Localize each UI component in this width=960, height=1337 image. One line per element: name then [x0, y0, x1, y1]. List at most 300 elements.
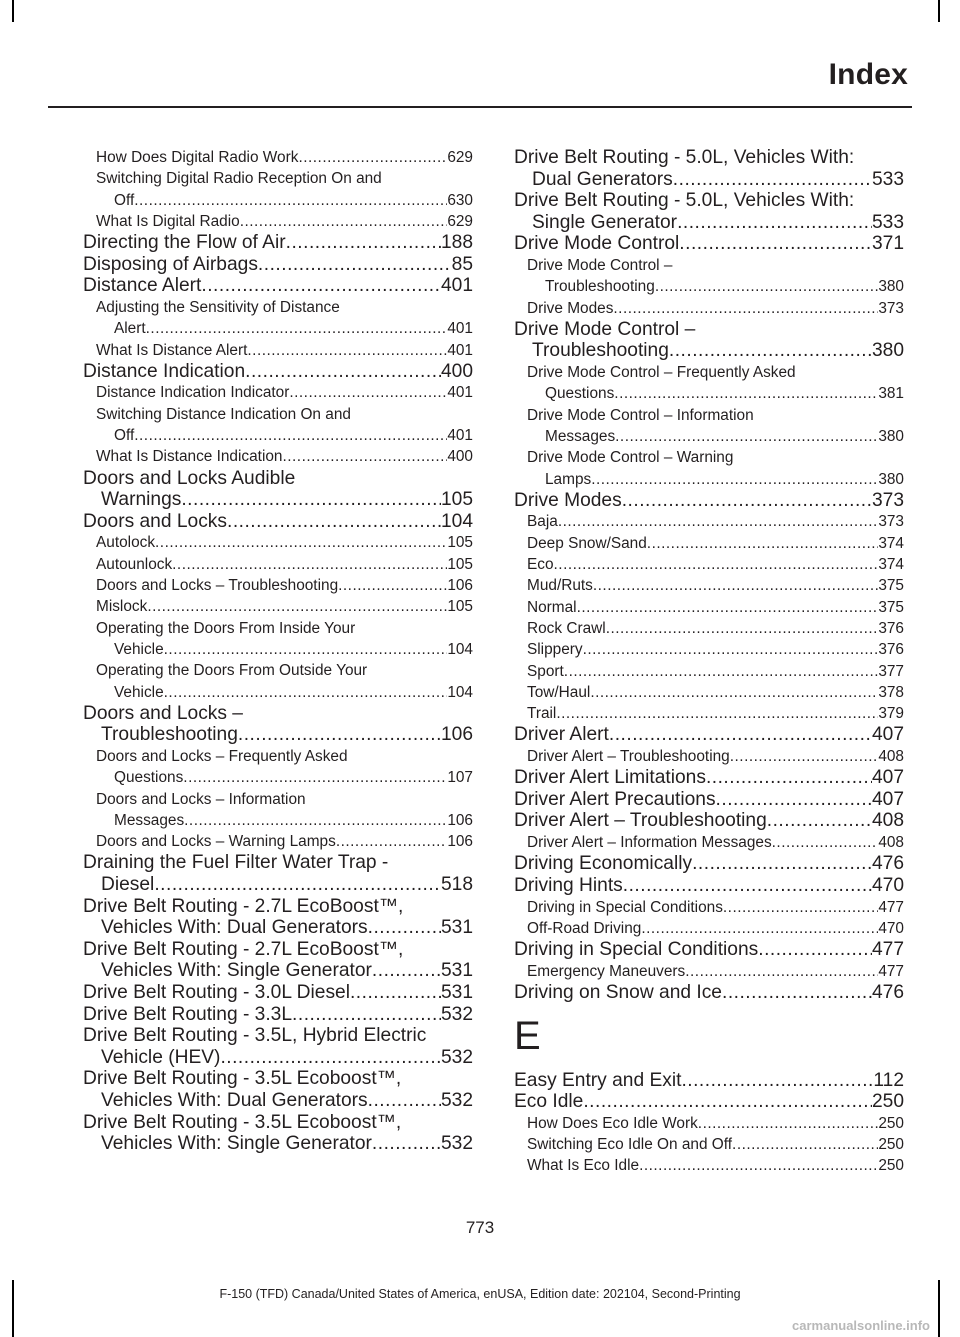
- entry-text: Driving Hints: [514, 874, 623, 896]
- dot-leader: [758, 939, 872, 961]
- entry-text: Operating the Doors From Inside Your: [96, 619, 356, 637]
- dot-leader: [201, 275, 441, 297]
- entry-text: Disposing of Airbags: [83, 253, 258, 275]
- dot-leader: [554, 554, 879, 575]
- index-subentry[interactable]: [514, 447, 904, 490]
- entry-text: Drive Belt Routing - 3.5L Ecoboost™,: [83, 1111, 402, 1133]
- entry-text: Mislock: [96, 598, 148, 616]
- index-section-letter: E: [514, 1013, 541, 1058]
- page-reference[interactable]: 629: [447, 212, 473, 230]
- page-reference[interactable]: 104: [447, 640, 473, 658]
- entry-text: What Is Distance Indication: [96, 448, 283, 466]
- index-entry[interactable]: [514, 810, 904, 832]
- entry-text: Rock Crawl: [527, 619, 606, 637]
- entry-text: Vehicle: [114, 683, 164, 701]
- page-reference[interactable]: 112: [873, 1069, 904, 1091]
- index-entry[interactable]: [514, 490, 904, 512]
- entry-text: Drive Modes: [514, 489, 622, 511]
- dot-leader: [641, 918, 878, 939]
- entry-text: Drive Belt Routing - 2.7L EcoBoost™,: [83, 895, 404, 917]
- dot-leader: [606, 618, 879, 639]
- dot-leader: [338, 575, 447, 596]
- entry-text: Sport: [527, 662, 564, 680]
- dot-leader: [706, 767, 872, 789]
- entry-text: Off-Road Driving: [527, 919, 642, 937]
- entry-text: Drive Mode Control –: [514, 318, 696, 340]
- index-subentry[interactable]: [514, 1134, 904, 1155]
- index-subentry[interactable]: [83, 168, 473, 211]
- page-reference[interactable]: 377: [878, 662, 904, 680]
- index-entry[interactable]: [83, 511, 473, 533]
- index-subentry[interactable]: [83, 147, 473, 168]
- page-reference[interactable]: 408: [871, 810, 904, 832]
- dot-leader: [685, 961, 878, 982]
- entry-text: Warnings: [101, 489, 182, 511]
- page-reference[interactable]: 380: [878, 278, 904, 296]
- page-reference[interactable]: 470: [878, 919, 904, 937]
- entry-text: What Is Eco Idle: [527, 1157, 640, 1175]
- index-entry[interactable]: [83, 703, 473, 746]
- entry-text: Autounlock: [96, 555, 173, 573]
- dot-leader: [134, 190, 447, 211]
- page-reference[interactable]: 401: [447, 320, 473, 338]
- dot-leader: [772, 832, 879, 853]
- dot-leader: [583, 639, 879, 660]
- page-reference[interactable]: 518: [440, 874, 473, 896]
- index-entry[interactable]: [514, 767, 904, 789]
- page-reference[interactable]: 532: [440, 1133, 473, 1155]
- index-entry[interactable]: [514, 789, 904, 811]
- index-subentry[interactable]: [83, 660, 473, 703]
- dot-leader: [677, 212, 872, 234]
- page-reference[interactable]: 629: [447, 149, 473, 166]
- page-reference[interactable]: 376: [878, 641, 904, 659]
- dot-leader: [227, 511, 441, 533]
- entry-text: Slippery: [527, 641, 583, 659]
- index-subentry[interactable]: [83, 789, 473, 832]
- page-reference[interactable]: 105: [447, 534, 473, 552]
- entry-text: Doors and Locks – Information: [96, 790, 306, 808]
- entry-text: Messages: [114, 811, 185, 829]
- entry-text: Drive Mode Control: [514, 233, 680, 255]
- dot-leader: [558, 511, 879, 532]
- index-subentry[interactable]: [514, 575, 904, 596]
- page-reference[interactable]: 401: [440, 275, 473, 297]
- entry-text: Drive Belt Routing - 3.3L: [83, 1003, 293, 1025]
- entry-text: Vehicles With: Single Generator: [101, 960, 372, 982]
- page-reference[interactable]: 106: [447, 833, 473, 851]
- dot-leader: [732, 1134, 878, 1155]
- index-subentry[interactable]: [514, 746, 904, 767]
- index-subentry[interactable]: [514, 639, 904, 660]
- dot-leader: [154, 874, 441, 896]
- page-reference[interactable]: 407: [871, 767, 904, 789]
- page-reference[interactable]: 107: [447, 769, 473, 787]
- page-reference[interactable]: 104: [440, 510, 473, 532]
- entry-text: Doors and Locks Audible: [83, 467, 296, 489]
- page-reference[interactable]: 401: [447, 427, 473, 445]
- dot-leader: [164, 639, 448, 660]
- page-reference[interactable]: 533: [871, 211, 904, 233]
- index-subentry[interactable]: [83, 596, 473, 617]
- header-rule: [48, 106, 912, 108]
- dot-leader: [220, 1047, 441, 1069]
- index-subentry[interactable]: [83, 446, 473, 467]
- page-reference[interactable]: 250: [878, 1136, 904, 1154]
- page-reference[interactable]: 106: [447, 811, 473, 829]
- index-entry[interactable]: [514, 1091, 904, 1113]
- index-subentry[interactable]: [514, 918, 904, 939]
- page-reference[interactable]: 380: [871, 340, 904, 362]
- entry-text: Troubleshooting: [545, 278, 655, 296]
- index-column-right: [514, 147, 904, 1177]
- page-reference[interactable]: 477: [878, 962, 904, 980]
- entry-text: Distance Alert: [83, 275, 202, 297]
- page-reference[interactable]: 379: [878, 705, 904, 723]
- dot-leader: [723, 897, 878, 918]
- entry-text: Vehicle (HEV): [101, 1046, 221, 1068]
- dot-leader: [722, 982, 872, 1004]
- entry-text: How Does Eco Idle Work: [527, 1114, 698, 1132]
- index-subentry[interactable]: [514, 1155, 904, 1176]
- index-subentry[interactable]: [83, 575, 473, 596]
- entry-text: Lamps: [545, 470, 592, 488]
- dot-leader: [614, 383, 878, 404]
- page-reference[interactable]: 401: [447, 384, 473, 402]
- index-subentry[interactable]: [514, 703, 904, 724]
- watermark: carmanualsonline.info: [792, 1318, 930, 1333]
- index-subentry[interactable]: [83, 532, 473, 553]
- index-subentry[interactable]: [514, 1113, 904, 1134]
- entry-text: Operating the Doors From Outside Your: [96, 662, 368, 680]
- page-reference[interactable]: 380: [878, 470, 904, 488]
- index-subentry[interactable]: [83, 404, 473, 447]
- page-reference[interactable]: 531: [440, 960, 473, 982]
- index-entry[interactable]: [514, 319, 904, 362]
- entry-text: Questions: [545, 385, 615, 403]
- page-reference[interactable]: 532: [440, 1090, 473, 1111]
- index-entry[interactable]: [514, 939, 904, 961]
- index-entry[interactable]: [83, 896, 473, 939]
- page-reference[interactable]: 371: [871, 233, 904, 255]
- page-reference[interactable]: 477: [878, 898, 904, 916]
- entry-text: Driving in Special Conditions: [514, 939, 759, 961]
- index-subentry[interactable]: [514, 661, 904, 682]
- entry-text: Normal: [527, 598, 577, 616]
- entry-text: Doors and Locks – Frequently Asked: [96, 747, 348, 765]
- page-reference[interactable]: 106: [447, 577, 473, 595]
- page-reference[interactable]: 374: [878, 556, 904, 574]
- page-reference[interactable]: 373: [878, 299, 904, 317]
- dot-leader: [245, 361, 441, 383]
- page-reference[interactable]: 106: [440, 724, 473, 746]
- index-subentry[interactable]: [83, 554, 473, 575]
- page-reference[interactable]: 407: [871, 788, 904, 810]
- index-entry[interactable]: [514, 724, 904, 746]
- entry-text: Vehicle: [114, 640, 164, 658]
- dot-leader: [716, 789, 872, 811]
- index-entry[interactable]: [514, 190, 904, 233]
- index-subentry[interactable]: [83, 340, 473, 361]
- index-entry[interactable]: [83, 1112, 473, 1155]
- index-subentry[interactable]: [514, 961, 904, 982]
- entry-text: Drive Belt Routing - 3.5L, Hybrid Electric: [83, 1025, 427, 1047]
- page-reference[interactable]: 105: [440, 489, 473, 511]
- dot-leader: [336, 831, 448, 852]
- entry-text: What Is Digital Radio: [96, 212, 240, 230]
- dot-leader: [183, 767, 447, 788]
- dot-leader: [368, 917, 441, 939]
- entry-text: Vehicles With: Dual Generators: [101, 1090, 368, 1111]
- index-entry[interactable]: [83, 1025, 473, 1068]
- page-reference[interactable]: 250: [871, 1091, 904, 1113]
- entry-text: Driver Alert Precautions: [514, 788, 716, 810]
- page-reference[interactable]: 380: [878, 427, 904, 445]
- index-subentry[interactable]: [514, 597, 904, 618]
- entry-text: Trail: [527, 705, 557, 723]
- dot-leader: [292, 1004, 441, 1026]
- dot-leader: [238, 724, 441, 746]
- entry-text: Vehicles With: Dual Generators: [101, 917, 368, 939]
- footer-text: F-150 (TFD) Canada/United States of America, enUSA, Edition date: 202104, Second-Printing: [219, 1287, 741, 1301]
- page-reference[interactable]: 401: [447, 341, 473, 359]
- page-number: 773: [465, 1218, 495, 1237]
- dot-leader: [258, 254, 452, 276]
- dot-leader: [698, 1113, 879, 1134]
- dot-leader: [590, 682, 878, 703]
- page-reference[interactable]: 375: [878, 598, 904, 616]
- page-reference[interactable]: 531: [440, 982, 473, 1004]
- dot-leader: [593, 575, 878, 596]
- entry-text: Drive Belt Routing - 5.0L, Vehicles With:: [514, 190, 855, 212]
- entry-text: Eco: [527, 556, 554, 574]
- dot-leader: [609, 724, 872, 746]
- index-entry[interactable]: [514, 147, 904, 190]
- index-subentry[interactable]: [514, 298, 904, 319]
- dot-leader: [613, 298, 878, 319]
- dot-leader: [655, 276, 879, 297]
- index-entry[interactable]: [83, 232, 473, 254]
- page-reference[interactable]: 373: [878, 513, 904, 531]
- entry-text: Alert: [114, 320, 146, 338]
- entry-text: Draining the Fuel Filter Water Trap -: [83, 852, 389, 874]
- page-reference[interactable]: 476: [871, 982, 904, 1004]
- index-entry[interactable]: [83, 1004, 473, 1026]
- index-subentry[interactable]: [514, 533, 904, 554]
- page-title: Index: [828, 58, 908, 91]
- page-reference[interactable]: 373: [871, 489, 904, 511]
- entry-text: Driver Alert: [514, 724, 609, 746]
- dot-leader: [669, 340, 872, 362]
- page-reference[interactable]: 374: [878, 534, 904, 552]
- page-reference[interactable]: 105: [447, 555, 473, 573]
- entry-text: Drive Mode Control –: [527, 256, 673, 274]
- dot-leader: [623, 875, 872, 897]
- index-subentry[interactable]: [514, 554, 904, 575]
- entry-text: Deep Snow/Sand: [527, 534, 647, 552]
- entry-text: Distance Indication Indicator: [96, 384, 290, 402]
- index-entry[interactable]: [514, 875, 904, 897]
- index-subentry[interactable]: [514, 618, 904, 639]
- entry-text: Drive Belt Routing - 3.0L Diesel: [83, 982, 350, 1004]
- index-subentry[interactable]: [514, 511, 904, 532]
- index-subentry[interactable]: [83, 618, 473, 661]
- page-reference[interactable]: 408: [878, 834, 904, 852]
- entry-text: Driver Alert – Troubleshooting: [514, 810, 767, 832]
- page-reference[interactable]: 381: [878, 385, 904, 403]
- index-subentry[interactable]: [83, 297, 473, 340]
- index-entry[interactable]: [83, 1068, 473, 1111]
- entry-text: Switching Digital Radio Reception On and: [96, 170, 382, 188]
- page-reference[interactable]: 630: [447, 191, 473, 209]
- dot-leader: [372, 960, 441, 982]
- dot-leader: [564, 661, 879, 682]
- dot-leader: [372, 1133, 441, 1155]
- dot-leader: [730, 746, 879, 767]
- entry-text: Messages: [545, 427, 616, 445]
- entry-text: Single Generator: [532, 211, 678, 233]
- dot-leader: [639, 1155, 878, 1176]
- entry-text: Emergency Maneuvers: [527, 962, 686, 980]
- index-subentry[interactable]: [83, 746, 473, 789]
- index-entry[interactable]: [514, 1070, 904, 1092]
- entry-text: Switching Eco Idle On and Off: [527, 1136, 733, 1154]
- page-reference[interactable]: 188: [440, 232, 473, 254]
- entry-text: Dual Generators: [532, 168, 673, 190]
- entry-text: How Does Digital Radio Work: [96, 149, 299, 166]
- dot-leader: [681, 1070, 873, 1092]
- entry-text: Drive Modes: [527, 299, 614, 317]
- index-entry[interactable]: [83, 939, 473, 982]
- entry-text: Driving in Special Conditions: [527, 898, 723, 916]
- entry-text: Drive Mode Control – Information: [527, 406, 754, 424]
- page-reference[interactable]: 105: [447, 598, 473, 616]
- dot-leader: [282, 446, 447, 467]
- dot-leader: [134, 425, 447, 446]
- entry-text: Troubleshooting: [532, 340, 669, 362]
- dot-leader: [591, 469, 878, 490]
- page-reference[interactable]: 104: [447, 683, 473, 701]
- dot-leader: [673, 169, 872, 191]
- entry-text: Drive Mode Control – Frequently Asked: [527, 364, 796, 382]
- entry-text: Doors and Locks – Troubleshooting: [96, 577, 339, 595]
- entry-text: Diesel: [101, 874, 155, 896]
- dot-leader: [368, 1090, 441, 1112]
- dot-leader: [184, 810, 447, 831]
- entry-text: Doors and Locks – Warning Lamps: [96, 833, 336, 851]
- dot-leader: [583, 1091, 872, 1113]
- entry-text: Directing the Flow of Air: [83, 232, 286, 254]
- entry-text: Off: [114, 427, 135, 445]
- entry-text: Questions: [114, 769, 184, 787]
- index-entry[interactable]: [83, 254, 473, 276]
- dot-leader: [622, 490, 872, 512]
- index-subentry[interactable]: [514, 255, 904, 298]
- entry-text: Mud/Ruts: [527, 577, 593, 595]
- dot-leader: [164, 682, 448, 703]
- page-reference[interactable]: 532: [440, 1003, 473, 1025]
- index-entry[interactable]: [83, 852, 473, 895]
- entry-text: Vehicles With: Single Generator: [101, 1133, 372, 1155]
- dot-leader: [155, 532, 447, 553]
- page-reference[interactable]: 532: [440, 1046, 473, 1068]
- index-entry[interactable]: [514, 853, 904, 875]
- page-reference[interactable]: 407: [871, 724, 904, 746]
- page-reference[interactable]: 375: [878, 577, 904, 595]
- index-subentry[interactable]: [514, 897, 904, 918]
- entry-text: Driver Alert Limitations: [514, 767, 706, 789]
- page-reference[interactable]: 250: [878, 1114, 904, 1132]
- dot-leader: [289, 382, 447, 403]
- dot-leader: [647, 533, 879, 554]
- page-reference[interactable]: 378: [878, 683, 904, 701]
- dot-leader: [615, 426, 878, 447]
- index-subentry[interactable]: [514, 362, 904, 405]
- dot-leader: [692, 853, 872, 875]
- index-subentry[interactable]: [514, 405, 904, 448]
- page-reference[interactable]: 531: [440, 917, 473, 939]
- entry-text: Doors and Locks: [83, 510, 227, 532]
- entry-text: Autolock: [96, 534, 156, 552]
- entry-text: Driving on Snow and Ice: [514, 982, 722, 1004]
- dot-leader: [146, 318, 448, 339]
- dot-leader: [298, 147, 447, 168]
- index-entry[interactable]: [514, 982, 904, 1004]
- index-subentry[interactable]: [83, 211, 473, 232]
- entry-text: Drive Belt Routing - 3.5L Ecoboost™,: [83, 1068, 402, 1090]
- entry-text: Driver Alert – Information Messages: [527, 834, 772, 852]
- dot-leader: [181, 489, 441, 511]
- page-reference[interactable]: 400: [440, 360, 473, 382]
- dot-leader: [147, 596, 447, 617]
- page-reference[interactable]: 476: [871, 853, 904, 875]
- index-entry[interactable]: [83, 468, 473, 511]
- dot-leader: [240, 211, 448, 232]
- page-reference[interactable]: 85: [451, 253, 473, 275]
- entry-text: Troubleshooting: [101, 724, 238, 746]
- index-entry[interactable]: [83, 361, 473, 383]
- dot-leader: [172, 554, 447, 575]
- entry-text: Switching Distance Indication On and: [96, 405, 351, 423]
- index-entry[interactable]: [83, 982, 473, 1004]
- page-reference[interactable]: 477: [871, 939, 904, 961]
- entry-text: What Is Distance Alert: [96, 341, 248, 359]
- dot-leader: [577, 597, 879, 618]
- index-subentry[interactable]: [514, 682, 904, 703]
- page-reference[interactable]: 400: [447, 448, 473, 466]
- index-entry[interactable]: [514, 233, 904, 255]
- crop-mark-top-left: [12, 0, 14, 22]
- entry-text: Driving Economically: [514, 853, 693, 875]
- page-reference[interactable]: 470: [871, 874, 904, 896]
- dot-leader: [767, 810, 872, 832]
- page-reference[interactable]: 250: [878, 1157, 904, 1175]
- entry-text: Distance Indication: [83, 360, 246, 382]
- index-subentry[interactable]: [83, 831, 473, 852]
- entry-text: Eco Idle: [514, 1091, 584, 1113]
- index-entry[interactable]: [83, 275, 473, 297]
- page-reference[interactable]: 533: [871, 168, 904, 190]
- index-subentry[interactable]: [83, 382, 473, 403]
- dot-leader: [556, 703, 878, 724]
- entry-text: Tow/Haul: [527, 683, 591, 701]
- page-reference[interactable]: 376: [878, 619, 904, 637]
- page-reference[interactable]: 408: [878, 747, 904, 765]
- entry-text: Baja: [527, 513, 558, 531]
- index-column-left: [83, 147, 473, 1155]
- index-subentry[interactable]: [514, 832, 904, 853]
- entry-text: Drive Belt Routing - 5.0L, Vehicles With:: [514, 147, 855, 168]
